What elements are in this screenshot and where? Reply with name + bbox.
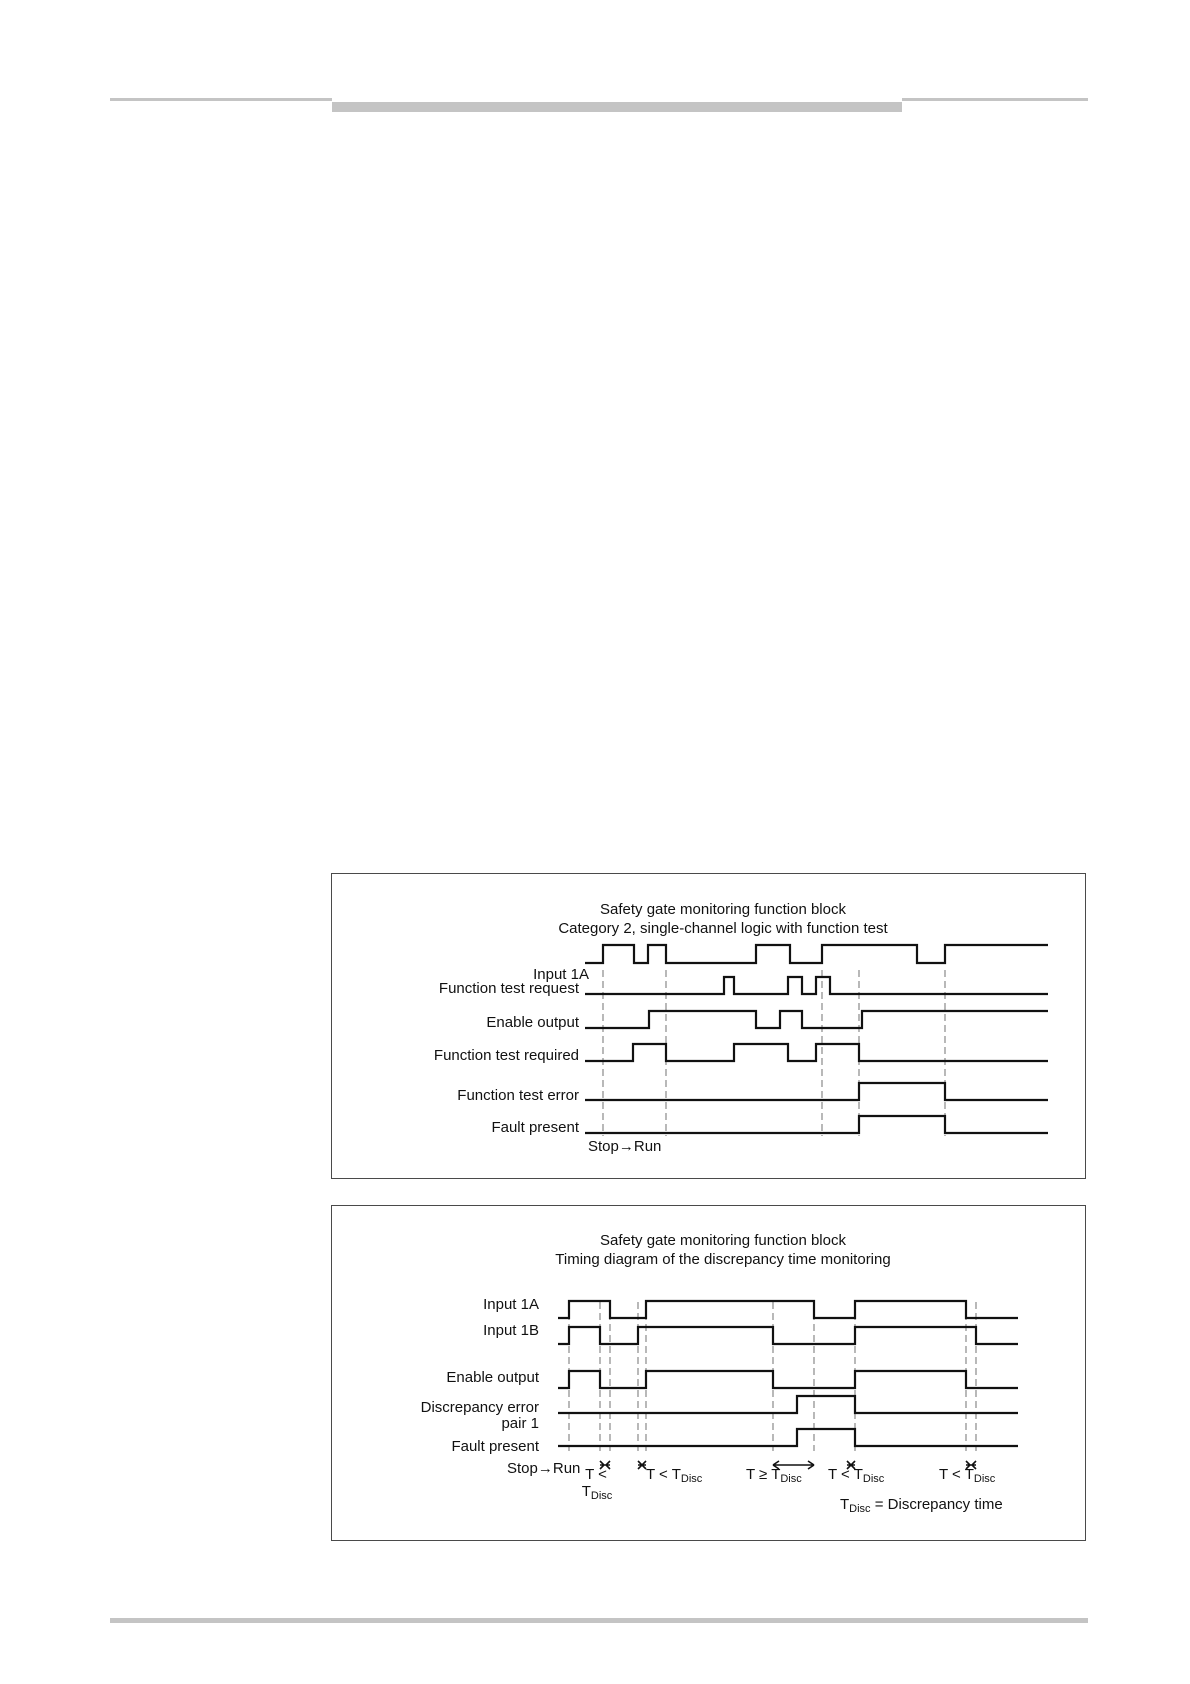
d1-wave-function-test-error [585,1083,1048,1100]
d2-annotation-3: $T \ge T_{Disc}$ [746,1466,802,1485]
d2-label-input-1b: Input 1B [483,1322,539,1339]
d2-marker-2 [638,1461,646,1469]
d2-label-discrepancy-error-pair: pair 1 [501,1415,539,1432]
d2-wave-discrepancy-error [558,1396,1018,1413]
d2-label-input-1a: Input 1A [483,1296,539,1313]
d2-label-fault-present: Fault present [451,1438,539,1455]
d2-annotation-1-line2: $T_{Disc}$ [581,1483,613,1502]
d2-annotation-2: $T < T_{Disc}$ [646,1466,703,1485]
d1-label-fault-present: Fault present [491,1119,579,1136]
d2-wave-enable-output [558,1371,1018,1388]
d2-wave-input-1b [558,1327,1018,1344]
d1-label-function-test-request: Function test request [438,980,579,997]
d2-annotation-4: $T < T_{Disc}$ [828,1466,885,1485]
footer-rule [110,1618,1088,1623]
discrepancy-timing-diagram [331,1205,1086,1541]
d2-annotation-5: $T < T_{Disc}$ [939,1466,996,1485]
d1-wave-function-test-request [585,977,1048,994]
header-rule-center [332,102,902,112]
diagram2-subtitle: Timing diagram of the discrepancy time monitoring [555,1251,891,1268]
d1-stop-run-label: Stop→Run [588,1138,662,1155]
d1-wave-input-1a [585,945,1048,963]
d1-wave-function-test-required [585,1044,1048,1061]
d2-wave-input-1a [558,1301,1018,1318]
d2-label-discrepancy-error: Discrepancy error [420,1399,539,1416]
d2-wave-fault-present [558,1429,1018,1446]
d1-label-function-test-required: Function test required [433,1047,579,1064]
d1-label-function-test-error: Function test error [457,1087,579,1104]
diagram1-subtitle: Category 2, single-channel logic with function test [558,920,888,937]
d1-wave-enable-output [585,1011,1048,1028]
diagram2-title: Safety gate monitoring function block [600,1232,846,1249]
header-rule-left [110,98,332,101]
d1-label-input-1a: Input 1A [533,966,589,983]
d2-legend: $T_{Disc}$ = Discrepancy time [840,1496,1003,1515]
d2-annotation-1-line1: T < [585,1466,607,1483]
function-test-timing-diagram [331,873,1086,1179]
d1-wave-fault-present [585,1116,1048,1133]
function-test-timing-diagram-svg [332,874,1084,1177]
d2-stop-run-label: Stop→Run [507,1460,581,1477]
d2-label-enable-output: Enable output [446,1369,539,1386]
header-rule-right [902,98,1088,101]
d1-label-enable-output: Enable output [486,1014,579,1031]
diagram1-title: Safety gate monitoring function block [600,901,846,918]
discrepancy-timing-diagram-svg [332,1206,1084,1539]
